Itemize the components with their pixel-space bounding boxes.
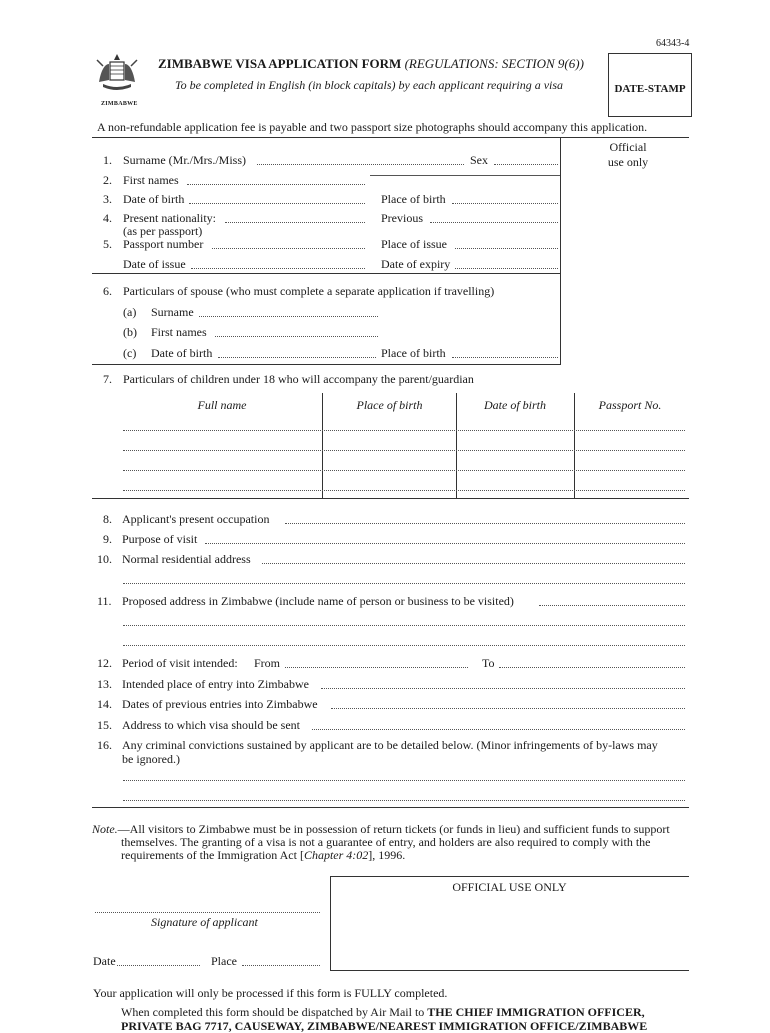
divider — [92, 137, 689, 138]
passport-number-field[interactable] — [212, 248, 365, 249]
date-of-birth-label: Date of birth — [123, 192, 185, 206]
period-to-field[interactable] — [499, 667, 685, 668]
occupation-label: Applicant's present occupation — [122, 512, 270, 526]
children-row-1[interactable] — [123, 430, 685, 431]
first-names-label: First names — [123, 173, 179, 187]
item-number: 4. — [103, 211, 112, 225]
coat-of-arms-label: ZIMBABWE — [101, 101, 138, 107]
date-of-issue-label: Date of issue — [123, 257, 186, 271]
note-line-2: themselves. The granting of a visa is not a guarantee of entry, and holders are also required to comply with the — [121, 835, 651, 849]
proposed-address-field-2[interactable] — [123, 625, 685, 626]
divider — [330, 970, 689, 971]
surname-label: Surname (Mr./Mrs./Miss) — [123, 153, 246, 167]
coat-of-arms-icon — [95, 52, 139, 98]
residential-address-field-2[interactable] — [123, 583, 685, 584]
item-number: 15. — [97, 718, 112, 732]
item-number: 3. — [103, 192, 112, 206]
official-use-only-label: OFFICIAL USE ONLY — [452, 880, 567, 894]
nationality-note: (as per passport) — [123, 224, 203, 238]
date-of-expiry-field[interactable] — [455, 268, 558, 269]
spouse-surname-field[interactable] — [199, 316, 378, 317]
note-line-3 — [121, 848, 405, 862]
spouse-dob-field[interactable] — [218, 357, 376, 358]
note-text-3c: ], 1996. — [368, 848, 406, 862]
place-field[interactable] — [242, 965, 320, 966]
criminal-convictions-label-1: Any criminal convictions sustained by applicant are to be detailed below. (Minor infringements of by-laws may — [122, 738, 658, 752]
first-names-field[interactable] — [187, 184, 365, 185]
surname-field[interactable] — [257, 164, 464, 165]
spouse-first-names-field[interactable] — [215, 336, 378, 337]
signature-label: Signature of applicant — [151, 915, 258, 929]
official-use-side-label: Official use only — [607, 140, 649, 169]
dispatch-text: When completed this form should be dispatched by Air Mail to — [121, 1005, 428, 1019]
spouse-first-names-label: First names — [151, 325, 207, 339]
purpose-label: Purpose of visit — [122, 532, 198, 546]
passport-number-label: Passport number — [123, 237, 204, 251]
criminal-convictions-label-2: be ignored.) — [122, 752, 180, 766]
note-text-3a: requirements of the Immigration Act [ — [121, 848, 304, 862]
item-number: 8. — [103, 512, 112, 526]
sex-field[interactable] — [494, 164, 558, 165]
children-row-4[interactable] — [123, 490, 685, 491]
children-heading: Particulars of children under 18 who will accompany the parent/guardian — [123, 372, 474, 386]
divider — [92, 498, 689, 499]
previous-nationality-label: Previous — [381, 211, 423, 225]
item-number: 7. — [103, 372, 112, 386]
place-of-entry-label: Intended place of entry into Zimbabwe — [122, 677, 309, 691]
nationality-field[interactable] — [225, 222, 365, 223]
dispatch-recipient: THE CHIEF IMMIGRATION OFFICER, — [427, 1005, 645, 1019]
visa-address-field[interactable] — [312, 729, 685, 730]
date-of-issue-field[interactable] — [191, 268, 365, 269]
place-of-issue-label: Place of issue — [381, 237, 447, 251]
spouse-heading: Particulars of spouse (who must complete a separate application if travelling) — [123, 284, 495, 298]
spouse-a: (a) — [123, 305, 137, 319]
date-stamp-box — [608, 53, 692, 117]
residential-address-field[interactable] — [262, 563, 685, 564]
processing-notice: Your application will only be processed if this form is FULLY completed. — [93, 986, 448, 1000]
item-number: 12. — [97, 656, 112, 670]
item-number: 9. — [103, 532, 112, 546]
previous-entries-field[interactable] — [331, 708, 685, 709]
place-of-birth-label: Place of birth — [381, 192, 446, 206]
item-number: 16. — [97, 738, 112, 752]
note-text-1: —All visitors to Zimbabwe must be in possession of return tickets (or funds in lieu) and sufficient funds to support — [117, 822, 670, 836]
table-column-border — [574, 393, 575, 498]
item-number: 13. — [97, 677, 112, 691]
place-of-issue-field[interactable] — [455, 248, 558, 249]
divider — [92, 364, 561, 365]
occupation-field[interactable] — [285, 523, 685, 524]
item-number: 14. — [97, 697, 112, 711]
spouse-place-of-birth-label: Place of birth — [381, 346, 446, 360]
place-of-entry-field[interactable] — [321, 688, 685, 689]
official-column-border — [560, 137, 561, 364]
title-regulation: (REGULATIONS: SECTION 9(6)) — [404, 56, 584, 71]
divider — [92, 807, 689, 808]
sex-label: Sex — [470, 153, 488, 167]
dispatch-line-1 — [121, 1005, 645, 1019]
signature-field[interactable] — [95, 912, 320, 913]
title-text: ZIMBABWE VISA APPLICATION FORM — [158, 56, 402, 71]
criminal-convictions-field[interactable] — [123, 780, 685, 781]
children-row-3[interactable] — [123, 470, 685, 471]
date-stamp-label: DATE-STAMP — [614, 83, 686, 95]
purpose-field[interactable] — [205, 543, 685, 544]
period-from-field[interactable] — [285, 667, 468, 668]
previous-nationality-field[interactable] — [430, 222, 558, 223]
note-line-1 — [92, 822, 670, 836]
item-number: 5. — [103, 237, 112, 251]
item-number: 10. — [97, 552, 112, 566]
fee-notice: A non-refundable application fee is payable and two passport size photographs should accompany this application. — [97, 120, 648, 134]
place-label: Place — [211, 954, 237, 968]
spouse-b: (b) — [123, 325, 137, 339]
form-title — [158, 57, 584, 71]
period-from-label: From — [254, 656, 281, 670]
proposed-address-field[interactable] — [539, 605, 685, 606]
children-header-passport-no: Passport No. — [598, 398, 662, 412]
date-field[interactable] — [117, 965, 200, 966]
proposed-address-field-3[interactable] — [123, 645, 685, 646]
children-header-place-of-birth: Place of birth — [356, 398, 423, 412]
note-chapter: Chapter 4:02 — [303, 848, 369, 862]
table-column-border — [322, 393, 323, 498]
item-number: 6. — [103, 284, 112, 298]
item-number: 1. — [103, 153, 112, 167]
children-header-date-of-birth: Date of birth — [484, 398, 546, 412]
divider — [92, 273, 561, 274]
item-number: 2. — [103, 173, 112, 187]
date-of-birth-field[interactable] — [189, 203, 365, 204]
children-row-2[interactable] — [123, 450, 685, 451]
proposed-address-label: Proposed address in Zimbabwe (include name of person or business to be visited) — [122, 594, 514, 608]
form-subtitle: To be completed in English (in block capitals) by each applicant requiring a visa — [175, 78, 564, 92]
spouse-place-of-birth-field[interactable] — [452, 357, 558, 358]
spouse-c: (c) — [123, 346, 137, 360]
spouse-surname-label: Surname — [151, 305, 194, 319]
item-number: 11. — [97, 594, 112, 608]
residential-address-label: Normal residential address — [122, 552, 251, 566]
period-to-label: To — [482, 656, 495, 670]
nationality-label: Present nationality: — [123, 211, 216, 225]
place-of-birth-field[interactable] — [452, 203, 558, 204]
divider — [370, 175, 560, 176]
previous-entries-label: Dates of previous entries into Zimbabwe — [122, 697, 318, 711]
note-prefix: Note. — [92, 822, 118, 836]
children-header-full-name: Full name — [197, 398, 247, 412]
visa-address-label: Address to which visa should be sent — [122, 718, 300, 732]
dispatch-line-2: PRIVATE BAG 7717, CAUSEWAY, ZIMBABWE/NEAREST IMMIGRATION OFFICE/ZIMBABWE — [121, 1019, 648, 1033]
table-column-border — [456, 393, 457, 498]
criminal-convictions-field-2[interactable] — [123, 800, 685, 801]
spouse-dob-label: Date of birth — [151, 346, 213, 360]
date-label: Date — [93, 954, 116, 968]
divider — [330, 876, 689, 877]
date-of-expiry-label: Date of expiry — [381, 257, 451, 271]
form-number: 64343-4 — [656, 38, 690, 49]
coat-of-arms — [95, 52, 139, 98]
period-label: Period of visit intended: — [122, 656, 238, 670]
